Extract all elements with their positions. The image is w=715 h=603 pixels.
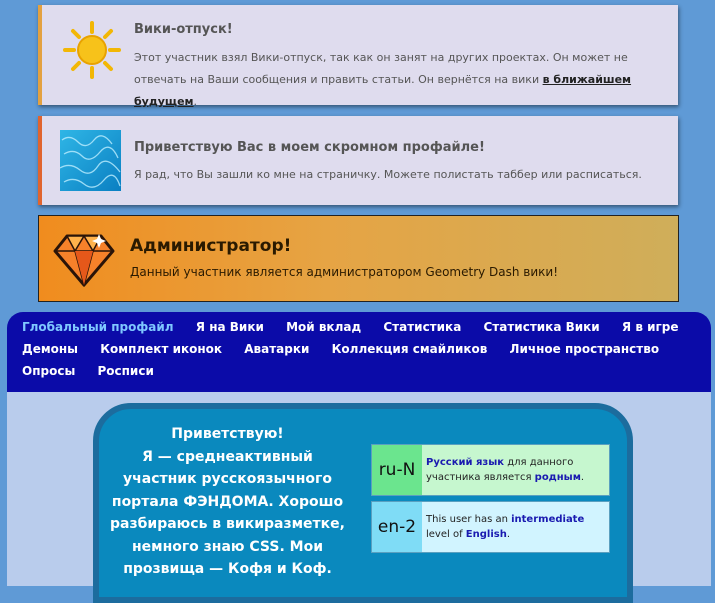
tab-avatars[interactable]: Аватарки <box>244 342 310 356</box>
sun-icon <box>62 20 122 80</box>
tab-icon-kit[interactable]: Комплект иконок <box>100 342 223 356</box>
admin-text: Данный участник является администратором Geometry Dash вики! <box>130 265 559 279</box>
near-future-link[interactable]: в ближайшем будущем <box>134 73 632 108</box>
tab-demons[interactable]: Демоны <box>22 342 79 356</box>
profile-tabber <box>7 312 711 392</box>
diamond-icon <box>53 233 115 287</box>
tab-signatures[interactable]: Росписи <box>97 364 154 378</box>
greeting-heading: Приветствую! <box>171 426 284 442</box>
userbox-code: ru-N <box>372 445 422 495</box>
greeting-panel <box>93 403 633 603</box>
welcome-title: Приветствую Вас в моем скромном профайле! <box>134 140 485 155</box>
admin-banner <box>38 215 679 302</box>
userbox-description: This user has an intermediate level of English. <box>426 514 585 540</box>
greeting-text <box>105 423 350 581</box>
tab-my-contribution[interactable]: Мой вклад <box>286 320 362 334</box>
tab-row-1 <box>22 320 697 334</box>
vacation-notice <box>38 5 678 108</box>
admin-title: Администратор! <box>130 236 292 256</box>
water-icon <box>60 130 121 191</box>
welcome-text: Я рад, что Вы зашли ко мне на страничку. Можете полистать таббер или расписаться. <box>134 168 642 181</box>
userbox-en-2 <box>371 501 610 553</box>
tab-global-profile[interactable]: Глобальный профайл <box>22 320 174 334</box>
tab-me-in-game[interactable]: Я в игре <box>621 320 679 334</box>
tab-personal-space[interactable]: Личное пространство <box>509 342 660 356</box>
userbox-ru-n <box>371 444 610 496</box>
english-link[interactable]: English <box>465 529 507 540</box>
intermediate-link[interactable]: intermediate <box>511 514 585 525</box>
tab-row-3 <box>22 364 172 378</box>
welcome-notice <box>38 116 678 205</box>
vacation-title: Вики-отпуск! <box>134 22 233 37</box>
tab-statistics[interactable]: Статистика <box>383 320 462 334</box>
native-link[interactable]: родным <box>534 472 581 483</box>
vacation-text: Этот участник взял Вики-отпуск, так как он занят на других проектах. Он может не отвечать на Ваши сообщения и править статьи. Он вернётся на вики в ближайшем будущем. <box>134 51 632 108</box>
userbox-description: Русский язык для данного участника является родным. <box>426 457 585 483</box>
tab-smiley-collection[interactable]: Коллекция смайликов <box>331 342 488 356</box>
russian-language-link[interactable]: Русский язык <box>426 457 505 468</box>
userbox-code: en-2 <box>372 502 422 552</box>
tab-row-2 <box>22 342 677 356</box>
tab-polls[interactable]: Опросы <box>22 364 76 378</box>
tab-me-on-wiki[interactable]: Я на Вики <box>195 320 264 334</box>
tab-wiki-statistics[interactable]: Статистика Вики <box>483 320 600 334</box>
tab-content <box>7 392 711 586</box>
greeting-body: Я — среднеактивный участник русскоязычного портала ФЭНДОМА. Хорошо разбираюсь в викиразметке, немного знаю CSS. Мои прозвища — Кофя и Коф. <box>110 448 345 577</box>
